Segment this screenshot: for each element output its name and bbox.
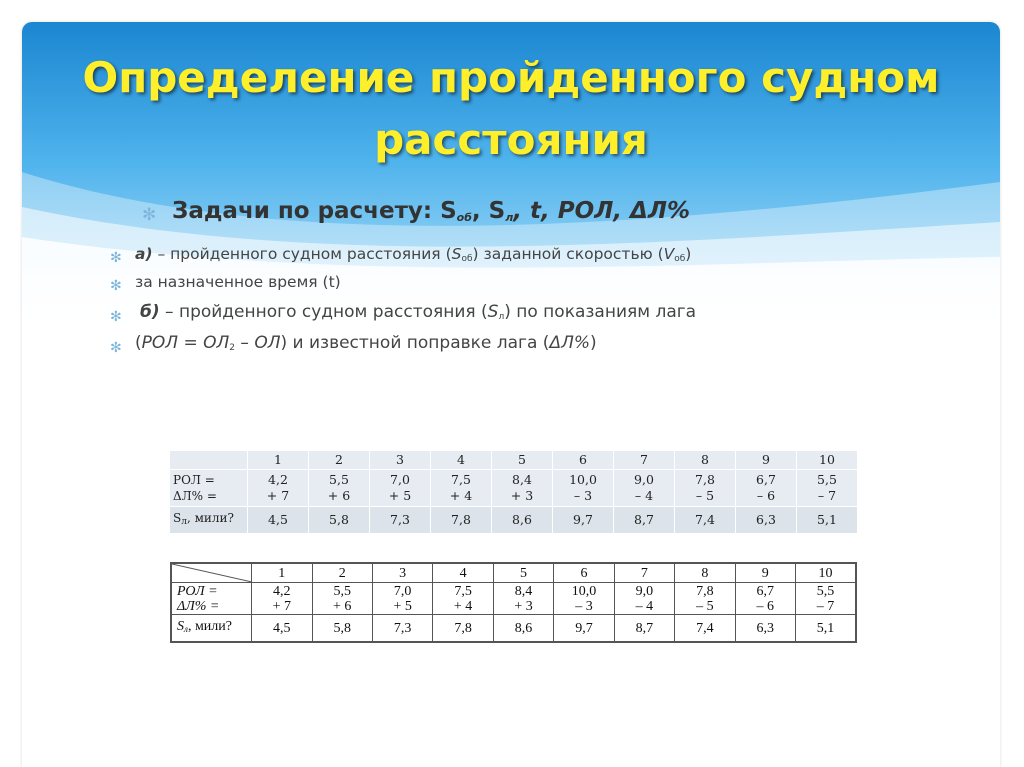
table-cell: 5,8 xyxy=(312,615,372,643)
table-col-header: 6 xyxy=(554,563,614,583)
dl-value: + 3 xyxy=(510,488,534,503)
dl-value: + 4 xyxy=(453,598,473,614)
table-header-row xyxy=(170,451,858,470)
table-cell xyxy=(309,470,370,507)
table-cell: 8,6 xyxy=(492,507,553,534)
rol-value: 7,5 xyxy=(451,472,471,487)
label-s-sub: л xyxy=(181,517,187,527)
bullet-b2-text-3: ) xyxy=(590,333,597,353)
bullet-b-s-sub: л xyxy=(498,312,505,322)
dl-value: – 4 xyxy=(634,488,654,503)
rol-value: 9,0 xyxy=(634,472,654,487)
bullet-a-v: V xyxy=(663,245,675,263)
asterisk-bullet-icon: ✻ xyxy=(142,205,157,225)
rol-value: 7,0 xyxy=(390,472,410,487)
rol-value: 6,7 xyxy=(756,472,776,487)
slide-title: Определение пройденного судном расстояния xyxy=(82,53,940,164)
rol-value: 7,5 xyxy=(454,583,472,599)
rol-value: 4,2 xyxy=(273,583,291,599)
table-cell: 5,1 xyxy=(797,507,858,534)
table-col-header: 7 xyxy=(614,451,675,470)
bullet-b2-text-2: ) и известной поправке лага ( xyxy=(280,333,550,353)
table-cell: 5,8 xyxy=(309,507,370,534)
lead-text: Задачи по расчету: S xyxy=(172,198,457,224)
table-cell xyxy=(675,583,735,615)
dl-value: + 6 xyxy=(333,598,352,614)
dl-value: + 3 xyxy=(514,598,533,614)
table-col-header: 1 xyxy=(248,451,309,470)
table-cell xyxy=(553,470,614,507)
dl-value: – 3 xyxy=(575,598,593,614)
table-cell xyxy=(431,470,492,507)
data-table-2 xyxy=(170,562,857,643)
lead-text-3: , t, РОЛ, ΔЛ% xyxy=(513,198,690,224)
rol-value: 6,7 xyxy=(756,583,775,599)
table-corner-diagonal xyxy=(171,563,252,583)
table-cell: 4,5 xyxy=(248,507,309,534)
table-cell xyxy=(433,583,493,615)
slide xyxy=(22,22,1000,767)
table-cell xyxy=(796,583,856,615)
bullet-b-text: – пройденного судном расстояния ( xyxy=(159,302,488,322)
bullet-a xyxy=(135,245,691,264)
dl-value: – 5 xyxy=(696,598,714,614)
diagonal-line xyxy=(172,564,252,582)
table-cell xyxy=(797,470,858,507)
table-cell xyxy=(614,583,674,615)
rol-value: 7,0 xyxy=(393,583,412,599)
label-s: S xyxy=(173,511,182,525)
table-cell: 6,3 xyxy=(735,615,795,643)
table-cell: 7,8 xyxy=(431,507,492,534)
row-label-rol-dl xyxy=(171,583,252,615)
bullet-b2-formula-2: – ОЛ xyxy=(235,333,281,353)
table-col-header: 5 xyxy=(493,563,553,583)
bullet-a2 xyxy=(135,273,341,291)
asterisk-bullet-icon: ✻ xyxy=(110,250,122,266)
dl-value: – 3 xyxy=(573,488,593,503)
rol-value: 5,5 xyxy=(329,472,349,487)
table-cell: 9,7 xyxy=(553,507,614,534)
table-cell xyxy=(252,583,312,615)
table-cell xyxy=(675,470,736,507)
bullet-a-v-sub: об xyxy=(674,254,686,264)
table-cell: 7,8 xyxy=(433,615,493,643)
table-cell xyxy=(312,583,372,615)
table-cell xyxy=(493,583,553,615)
table-col-header: 2 xyxy=(312,563,372,583)
lead-sub-ob: об xyxy=(456,211,472,224)
table-cell xyxy=(735,583,795,615)
table-cell xyxy=(372,583,432,615)
table-col-header: 1 xyxy=(252,563,312,583)
bullet-a-text-2: ) заданной скоростью ( xyxy=(472,245,664,263)
data-table-1 xyxy=(169,450,858,534)
table-col-header: 7 xyxy=(614,563,674,583)
table-col-header: 4 xyxy=(433,563,493,583)
table-col-header: 4 xyxy=(431,451,492,470)
table-cell: 7,4 xyxy=(675,615,735,643)
dl-value: + 7 xyxy=(272,598,291,614)
table-row xyxy=(171,615,856,643)
rol-value: 5,5 xyxy=(816,583,835,599)
table-col-header: 6 xyxy=(553,451,614,470)
table-cell: 8,7 xyxy=(614,507,675,534)
asterisk-bullet-icon: ✻ xyxy=(110,340,122,356)
dl-value: + 7 xyxy=(266,488,290,503)
rol-value: 7,8 xyxy=(696,583,714,599)
table-col-header: 8 xyxy=(675,451,736,470)
dl-value: + 5 xyxy=(393,598,412,614)
table-cell xyxy=(370,470,431,507)
rol-value: 8,4 xyxy=(514,583,533,599)
table-header-row xyxy=(171,563,856,583)
table-cell: 7,3 xyxy=(372,615,432,643)
dl-value: – 7 xyxy=(817,488,837,503)
table-cell: 8,7 xyxy=(614,615,674,643)
bullet-b xyxy=(140,302,696,322)
rol-value: 5,5 xyxy=(333,583,351,599)
table-cell: 8,6 xyxy=(493,615,553,643)
bullet-a-label: а) xyxy=(135,245,153,263)
bullet-a-s-sub: об xyxy=(461,254,473,264)
lead-bullet xyxy=(172,198,690,224)
row-label-s xyxy=(170,507,248,534)
table-row xyxy=(170,507,858,534)
table-col-header: 9 xyxy=(736,451,797,470)
bullet-a-s: S xyxy=(451,245,462,263)
dl-value: + 6 xyxy=(327,488,351,503)
table-col-header: 10 xyxy=(796,563,856,583)
bullet-b2-sub: 2 xyxy=(229,343,236,353)
table-cell: 9,7 xyxy=(554,615,614,643)
table-col-header: 3 xyxy=(370,451,431,470)
bullet-b2-text: ( xyxy=(135,333,142,353)
dl-value: – 6 xyxy=(756,598,775,614)
table-col-header: 3 xyxy=(372,563,432,583)
table-col-header: 9 xyxy=(735,563,795,583)
label-s-tail: , мили? xyxy=(186,511,234,525)
lead-sub-l: л xyxy=(505,211,514,224)
bullet-b2-formula: РОЛ = ОЛ xyxy=(141,333,230,353)
rol-value: 4,2 xyxy=(268,472,288,487)
table-cell: 7,4 xyxy=(675,507,736,534)
table-cell: 6,3 xyxy=(736,507,797,534)
table-row xyxy=(171,583,856,615)
bullet-b-text-2: ) по показаниям лага xyxy=(504,302,697,322)
table-corner xyxy=(170,451,248,470)
dl-value: – 5 xyxy=(695,488,715,503)
table-cell: 7,3 xyxy=(370,507,431,534)
bullet-b-s: S xyxy=(487,302,499,322)
asterisk-bullet-icon: ✻ xyxy=(110,309,122,325)
rol-value: 9,0 xyxy=(635,583,654,599)
table-row xyxy=(170,470,858,507)
rol-value: 10,0 xyxy=(571,583,597,599)
dl-value: – 7 xyxy=(816,598,835,614)
bullet-b2-dl: ΔЛ% xyxy=(549,333,591,353)
bullet-b2 xyxy=(135,333,597,353)
label-rol: РОЛ = xyxy=(177,583,218,599)
table-cell: 5,1 xyxy=(796,615,856,643)
lead-text-2: , S xyxy=(471,198,506,224)
dl-value: + 4 xyxy=(449,488,473,503)
label-dl: ΔЛ% = xyxy=(173,489,217,503)
bullet-a-text: – пройденного судном расстояния ( xyxy=(152,245,452,263)
rol-value: 5,5 xyxy=(817,472,837,487)
row-label-s xyxy=(171,615,252,643)
table-cell xyxy=(736,470,797,507)
table-col-header: 10 xyxy=(797,451,858,470)
table-cell xyxy=(248,470,309,507)
rol-value: 8,4 xyxy=(512,472,532,487)
bullet-a2-text: за назначенное время (t) xyxy=(135,273,341,291)
table-cell: 4,5 xyxy=(252,615,312,643)
table-col-header: 2 xyxy=(309,451,370,470)
label-s-sub: л xyxy=(184,624,188,634)
dl-value: – 4 xyxy=(635,598,654,614)
bullet-a-text-3: ) xyxy=(685,245,692,263)
table-col-header: 5 xyxy=(492,451,553,470)
label-rol: РОЛ = xyxy=(173,473,215,487)
label-s-tail: , мили? xyxy=(187,619,232,634)
dl-value: – 6 xyxy=(756,488,776,503)
dl-value: + 5 xyxy=(388,488,412,503)
row-label-rol-dl xyxy=(170,470,248,507)
rol-value: 7,8 xyxy=(695,472,715,487)
rol-value: 10,0 xyxy=(569,472,597,487)
table-cell xyxy=(554,583,614,615)
table-cell xyxy=(614,470,675,507)
asterisk-bullet-icon: ✻ xyxy=(110,278,122,294)
table-col-header: 8 xyxy=(675,563,735,583)
label-s: S xyxy=(177,619,184,634)
label-dl: ΔЛ% = xyxy=(177,598,220,614)
table-cell xyxy=(492,470,553,507)
bullet-b-label: б) xyxy=(140,302,160,322)
